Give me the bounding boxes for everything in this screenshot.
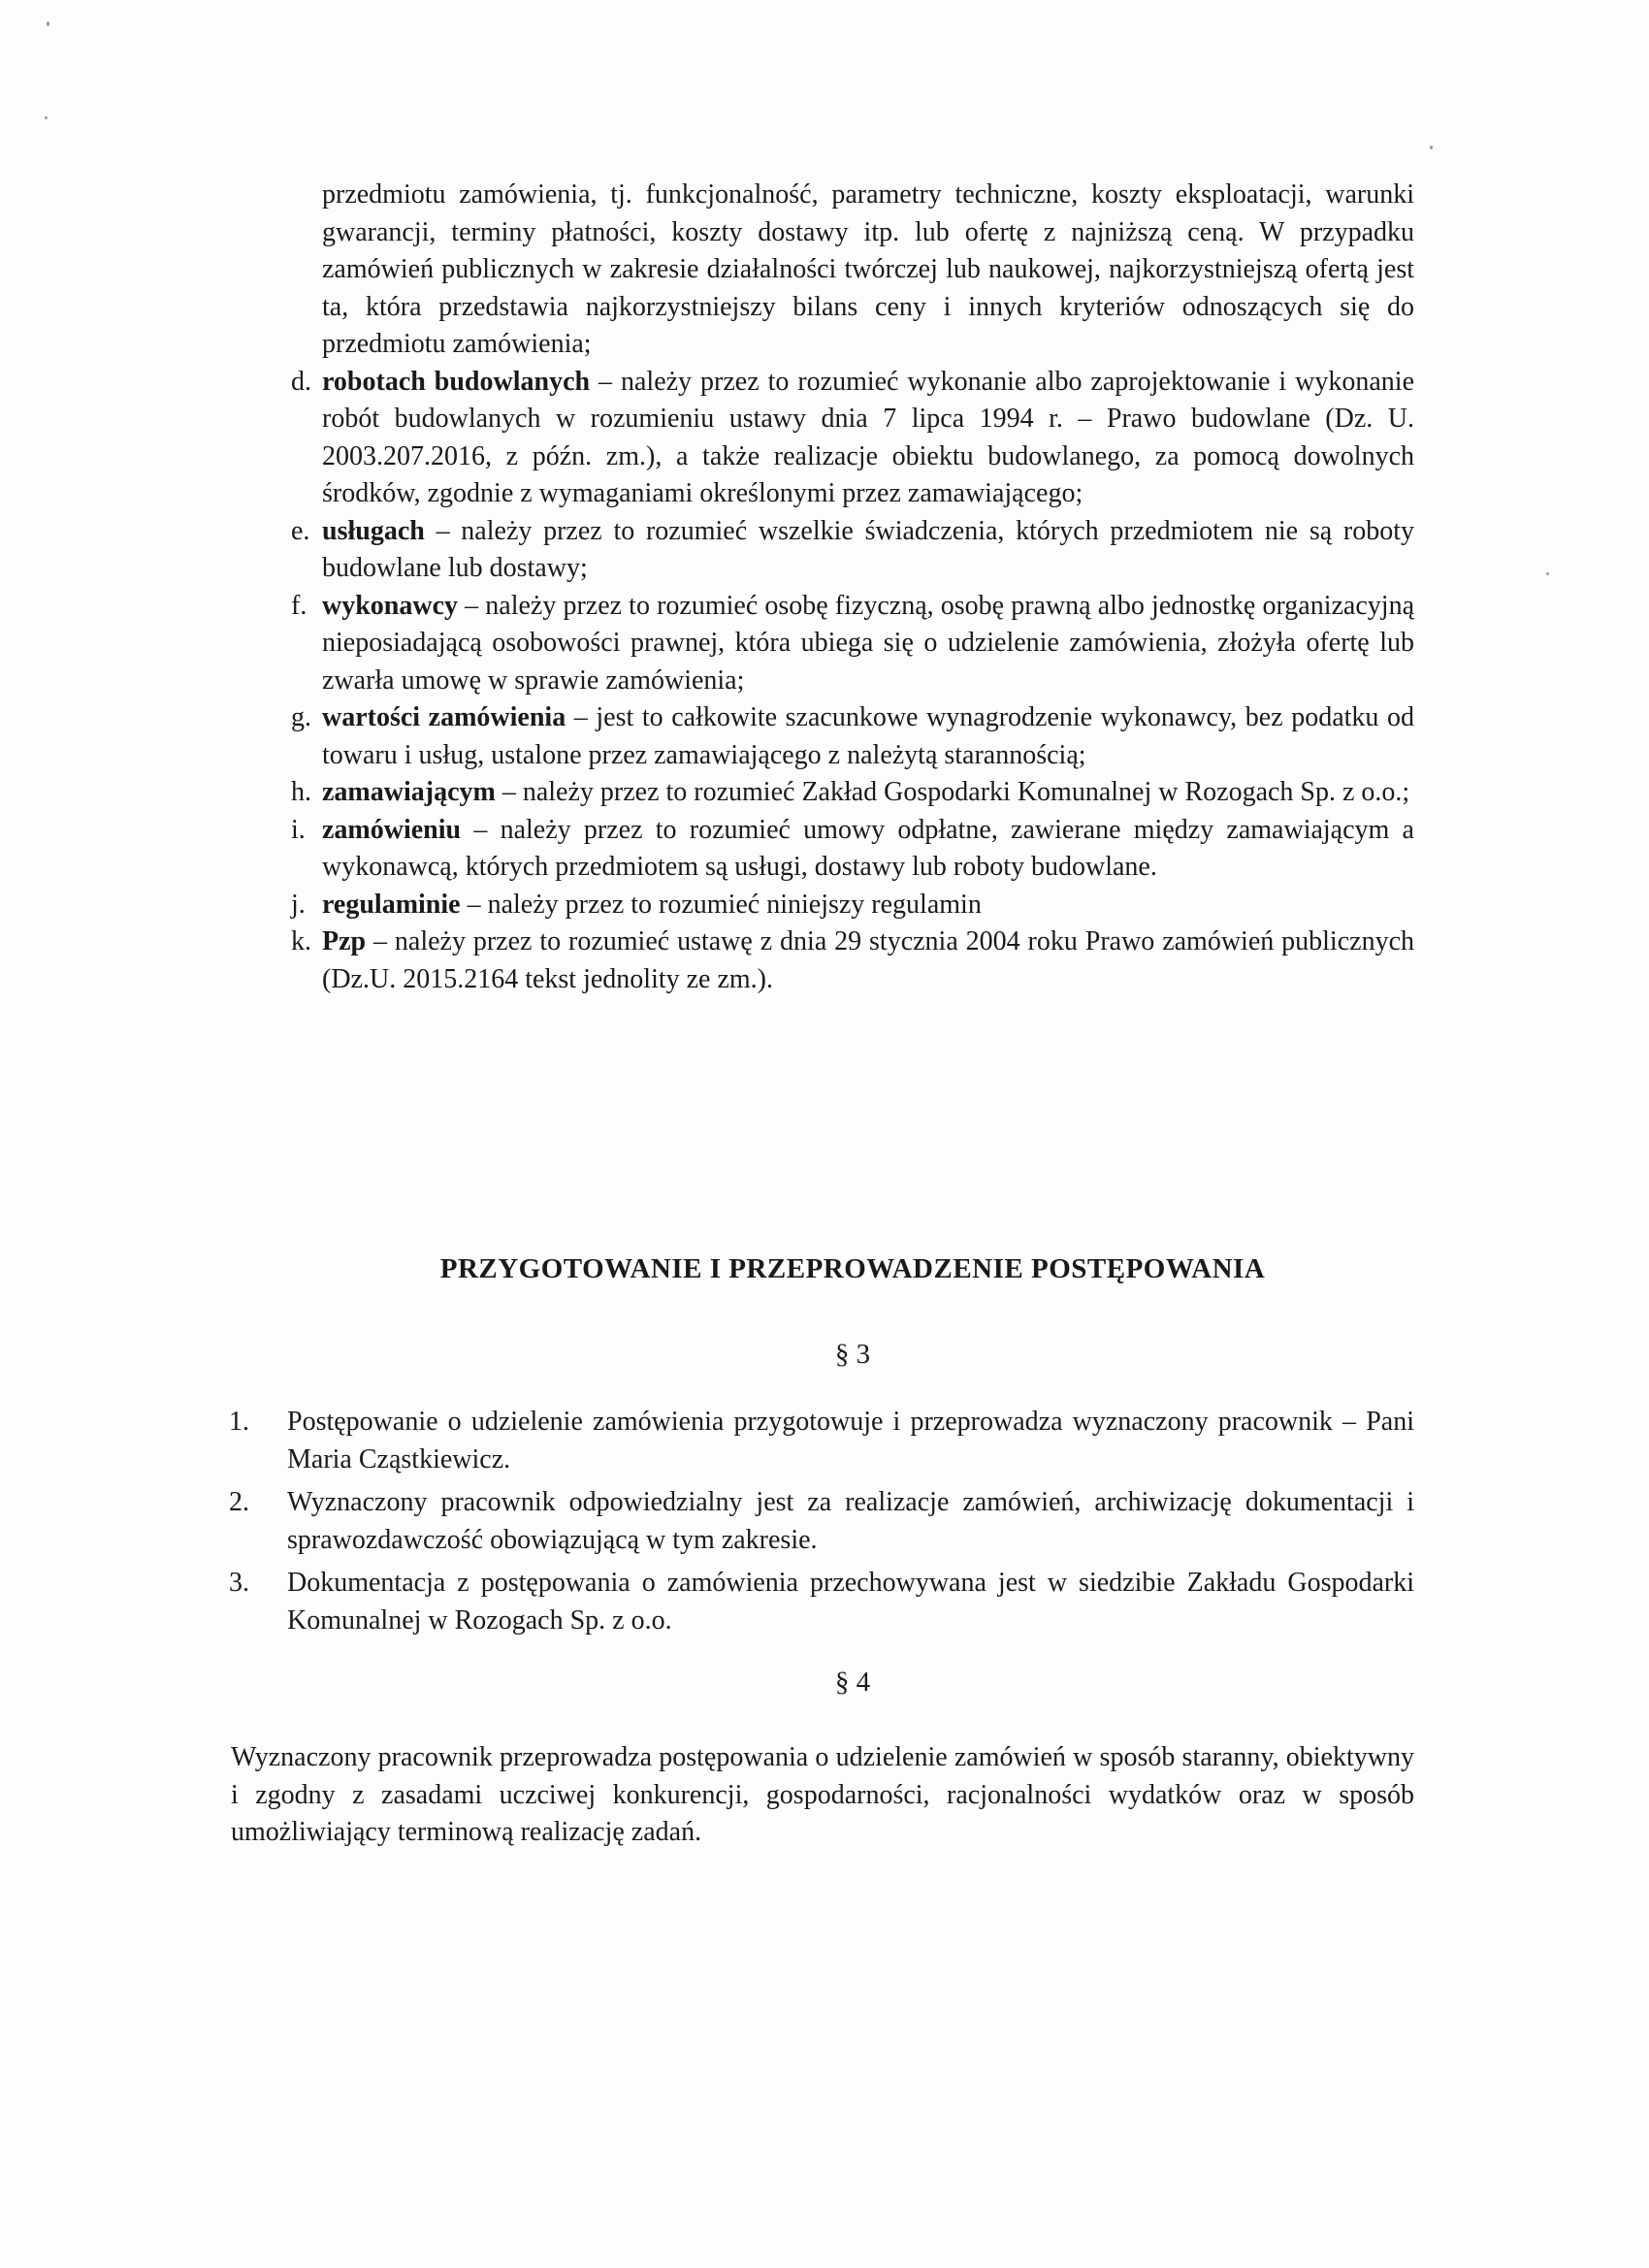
definition-term: regulaminie	[322, 889, 461, 920]
definition-text: – należy przez to rozumieć wykonanie albo zaprojektowanie i wykonanie robót budowlanych w rozumieniu ustawy dnia 7 lipca 1994 r. – Prawo budowlane (Dz. U. 2003.207.2016, z późn. zm.), a także realizacje obiektu budowlanego, za pomocą dowolnych środków, zgodnie z wymaganiami określonymi przez zamawiającego;	[322, 366, 1415, 508]
lead-paragraph: przedmiotu zamówienia, tj. funkcjonalność, parametry techniczne, koszty eksploatacji, warunki gwarancji, terminy płatności, koszty dostawy itp. lub ofertę z najniższą ceną. W przypadku zamówień publicznych w zakresie działalności twórczej lub naukowej, najkorzystniejszą ofertą jest ta, która przedstawia najkorzystniejszy bilans ceny i innych kryteriów odnoszących się do przedmiotu zamówienia;	[322, 179, 1414, 359]
definition-text: – należy przez to rozumieć wszelkie świadczenia, których przedmiotem nie są roboty budowlane lub dostawy;	[322, 515, 1414, 583]
definition-item	[291, 699, 1414, 774]
definition-body	[322, 923, 1414, 998]
definition-text: – należy przez to rozumieć ustawę z dnia 29 stycznia 2004 roku Prawo zamówień publicznych (Dz.U. 2015.2164 tekst jednolity ze zm.).	[322, 926, 1414, 994]
definition-marker: f.	[291, 590, 307, 621]
definitions-block	[291, 177, 1414, 998]
definition-marker: h.	[291, 777, 311, 807]
definitions-list	[291, 364, 1414, 999]
definition-body	[322, 364, 1414, 513]
scan-speck	[1546, 572, 1549, 575]
numbered-text: Wyznaczony pracownik odpowiedzialny jest za realizacje zamówień, archiwizację dokumentacji i sprawozdawczość obowiązującą w tym zakresie.	[287, 1487, 1414, 1555]
definition-item	[291, 364, 1414, 513]
definition-body	[322, 812, 1414, 887]
definition-term: usługach	[322, 515, 425, 546]
definition-marker: k.	[291, 926, 311, 956]
numbered-item	[229, 1484, 1414, 1559]
numbered-list	[229, 1404, 1414, 1645]
definition-item	[291, 923, 1414, 998]
paragraph-heading: § 4	[834, 1667, 871, 1698]
scan-speck	[47, 21, 49, 26]
definition-item	[291, 812, 1414, 887]
definition-marker: e.	[291, 515, 310, 546]
definition-marker: j.	[291, 889, 306, 920]
scan-speck	[1430, 146, 1433, 149]
numbered-text: Dokumentacja z postępowania o zamówienia przechowywana jest w siedzibie Zakładu Gospodarki Komunalnej w Rozogach Sp. z o.o.	[287, 1568, 1414, 1636]
definition-term: wartości zamówienia	[322, 702, 566, 732]
numbered-marker: 2.	[229, 1487, 249, 1517]
definition-item	[291, 513, 1414, 588]
closing-paragraph: Wyznaczony pracownik przeprowadza postępowania o udzielenie zamówień w sposób staranny, obiektywny i zgodny z zasadami uczciwej konkurencji, gospodarności, racjonalności wydatków oraz w sposób umożliwiający terminową realizację zadań.	[231, 1742, 1414, 1847]
definition-term: zamówieniu	[322, 814, 462, 845]
definition-item	[291, 887, 1414, 924]
section-title: PRZYGOTOWANIE I PRZEPROWADZENIE POSTĘPOWANIA	[439, 1253, 1266, 1284]
numbered-item	[229, 1404, 1414, 1478]
definition-text: – jest to całkowite szacunkowe wynagrodzenie wykonawcy, bez podatku od towaru i usług, ustalone przez zamawiającego z należytą starannością;	[322, 702, 1414, 770]
definition-term: wykonawcy	[322, 590, 459, 621]
definition-text: – należy przez to rozumieć niniejszy regulamin	[460, 889, 982, 920]
definition-item	[291, 774, 1414, 812]
definition-text: – należy przez to rozumieć osobę fizyczną, osobę prawną albo jednostkę organizacyjną nieposiadającą osobowości prawnej, która ubiega się o udzielenie zamówienia, złożyła ofertę lub zwarła umowę w sprawie zamówienia;	[322, 590, 1414, 696]
definition-body	[322, 774, 1414, 812]
definition-body	[322, 588, 1414, 700]
definition-marker: g.	[291, 702, 311, 732]
definition-body	[322, 887, 1414, 924]
paragraph-heading: § 3	[834, 1339, 871, 1370]
definition-text: – należy przez to rozumieć Zakład Gospodarki Komunalnej w Rozogach Sp. z o.o.;	[495, 777, 1410, 807]
definition-term: zamawiającym	[322, 777, 496, 807]
numbered-text: Postępowanie o udzielenie zamówienia przygotowuje i przeprowadza wyznaczony pracownik – Pani Maria Cząstkiewicz.	[287, 1407, 1414, 1474]
definition-body	[322, 513, 1414, 588]
numbered-marker: 3.	[229, 1568, 249, 1598]
definition-term: Pzp	[322, 926, 367, 956]
definition-marker: i.	[291, 814, 306, 845]
definition-text: – należy przez to rozumieć umowy odpłatne, zawierane między zamawiającym a wykonawcą, których przedmiotem są usługi, dostawy lub roboty budowlane.	[322, 814, 1414, 882]
definition-item	[291, 588, 1414, 700]
numbered-marker: 1.	[229, 1407, 249, 1437]
scan-speck	[45, 116, 48, 119]
definition-marker: d.	[291, 366, 311, 397]
numbered-item	[229, 1565, 1414, 1639]
definition-body	[322, 699, 1414, 774]
definition-term: robotach budowlanych	[322, 366, 591, 397]
